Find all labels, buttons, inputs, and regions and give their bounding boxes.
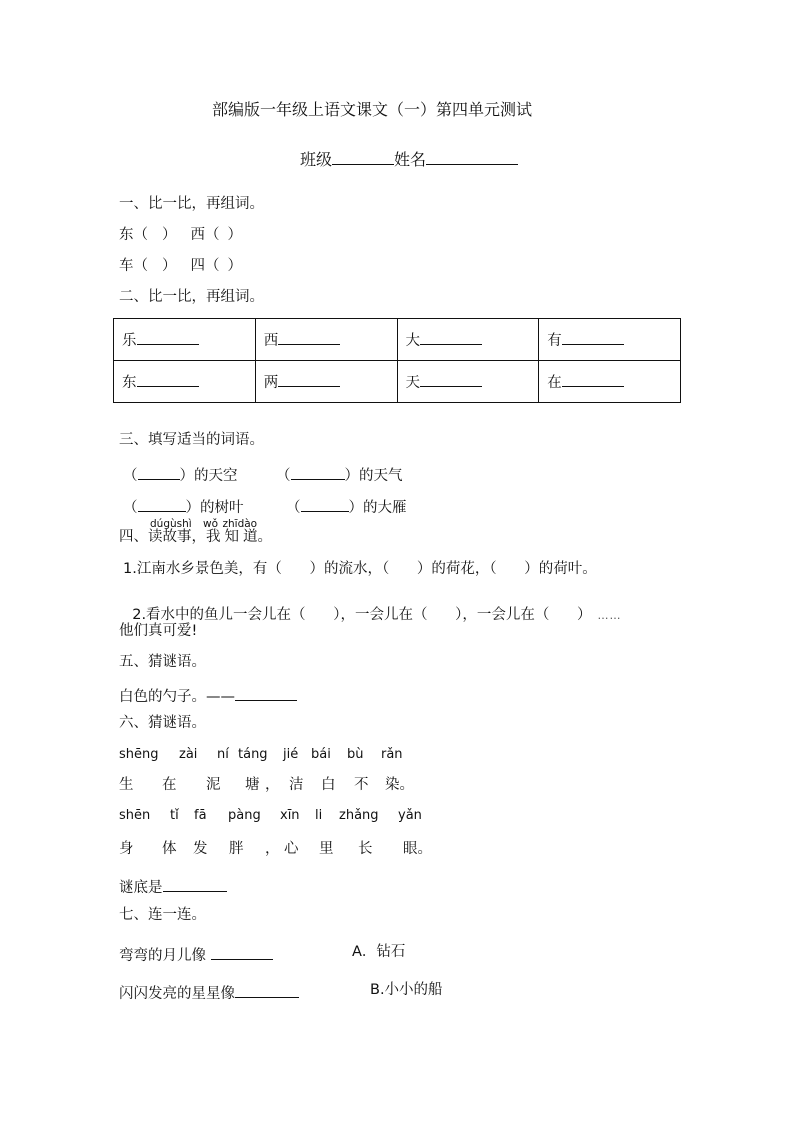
ellipsis: …… — [597, 608, 622, 622]
match-right-2[interactable]: B.小小的船 — [370, 982, 443, 998]
name-label: 姓名 — [394, 150, 427, 169]
compare-item: 车（ — [119, 258, 148, 274]
class-label: 班级 — [300, 150, 333, 169]
grid-cell[interactable]: 西 — [255, 319, 397, 361]
story-line-3: 他们真可爱! — [119, 623, 198, 639]
grid-cell[interactable]: 在 — [539, 361, 681, 403]
fill-item[interactable]: （ ）的树叶 — [123, 497, 244, 516]
riddle-answer[interactable]: 谜底是 — [119, 877, 227, 896]
compare-item: 四（ — [190, 258, 220, 274]
student-info-line — [300, 150, 518, 168]
section7-heading: 七、连一连。 — [119, 907, 206, 923]
grid-cell[interactable]: 乐 — [114, 319, 256, 361]
section2-heading: 二、比一比，再组词。 — [119, 289, 264, 305]
section5-heading: 五、猜谜语。 — [119, 654, 206, 670]
class-blank[interactable] — [332, 150, 394, 165]
section1-row2 — [119, 259, 242, 274]
match-right-1[interactable]: A．钻石 — [352, 944, 406, 960]
heading-pinyin: dúgùshì — [150, 518, 192, 530]
heading-pinyin: zhīdào — [222, 518, 258, 530]
compare-close: ） — [162, 258, 177, 274]
match-left-2[interactable]: 闪闪发亮的星星像 — [119, 983, 299, 1002]
match-left-1[interactable]: 弯弯的月儿像 — [119, 945, 273, 964]
fill-item[interactable]: （ ）的天气 — [276, 465, 403, 484]
grid-cell[interactable]: 大 — [397, 319, 539, 361]
section1-row1 — [119, 228, 242, 243]
section1-heading: 一、比一比，再组词。 — [119, 196, 264, 212]
grid-row — [114, 361, 681, 403]
section3-heading: 三、填写适当的词语。 — [119, 432, 264, 448]
section4-heading: 四、 dúgùshì 读故事， wǒ 我 zhīdào 知 道。 — [119, 518, 272, 545]
page-title: 部编版一年级上语文课文（一）第四单元测试 — [212, 100, 533, 119]
story-line-2: 2.看水中的鱼儿一会儿在（ ），一会儿在（ ），一会儿在（ ） …… — [132, 606, 622, 623]
compare-item: 西（ — [190, 227, 220, 243]
fill-item[interactable]: （ ）的天空 — [123, 465, 238, 484]
grid-cell[interactable]: 天 — [397, 361, 539, 403]
grid-row — [114, 319, 681, 361]
name-blank[interactable] — [426, 150, 518, 165]
heading-pinyin: wǒ — [203, 518, 219, 530]
riddle-1[interactable]: 白色的勺子。—— — [119, 686, 297, 705]
compare-close: ） — [227, 258, 242, 274]
grid-cell[interactable]: 有 — [539, 319, 681, 361]
grid-cell[interactable]: 两 — [255, 361, 397, 403]
grid-cell[interactable]: 东 — [114, 361, 256, 403]
compare-item: 东（ — [119, 227, 148, 243]
story-line-1: 1.江南水乡景色美，有（ ）的流水，（ ）的荷花，（ ）的荷叶。 — [123, 561, 597, 577]
word-grid — [113, 318, 681, 403]
compare-close: ） — [162, 227, 177, 243]
compare-close: ） — [227, 227, 242, 243]
section6-heading: 六、猜谜语。 — [119, 715, 206, 731]
fill-item[interactable]: （ ）的大雁 — [286, 497, 407, 516]
